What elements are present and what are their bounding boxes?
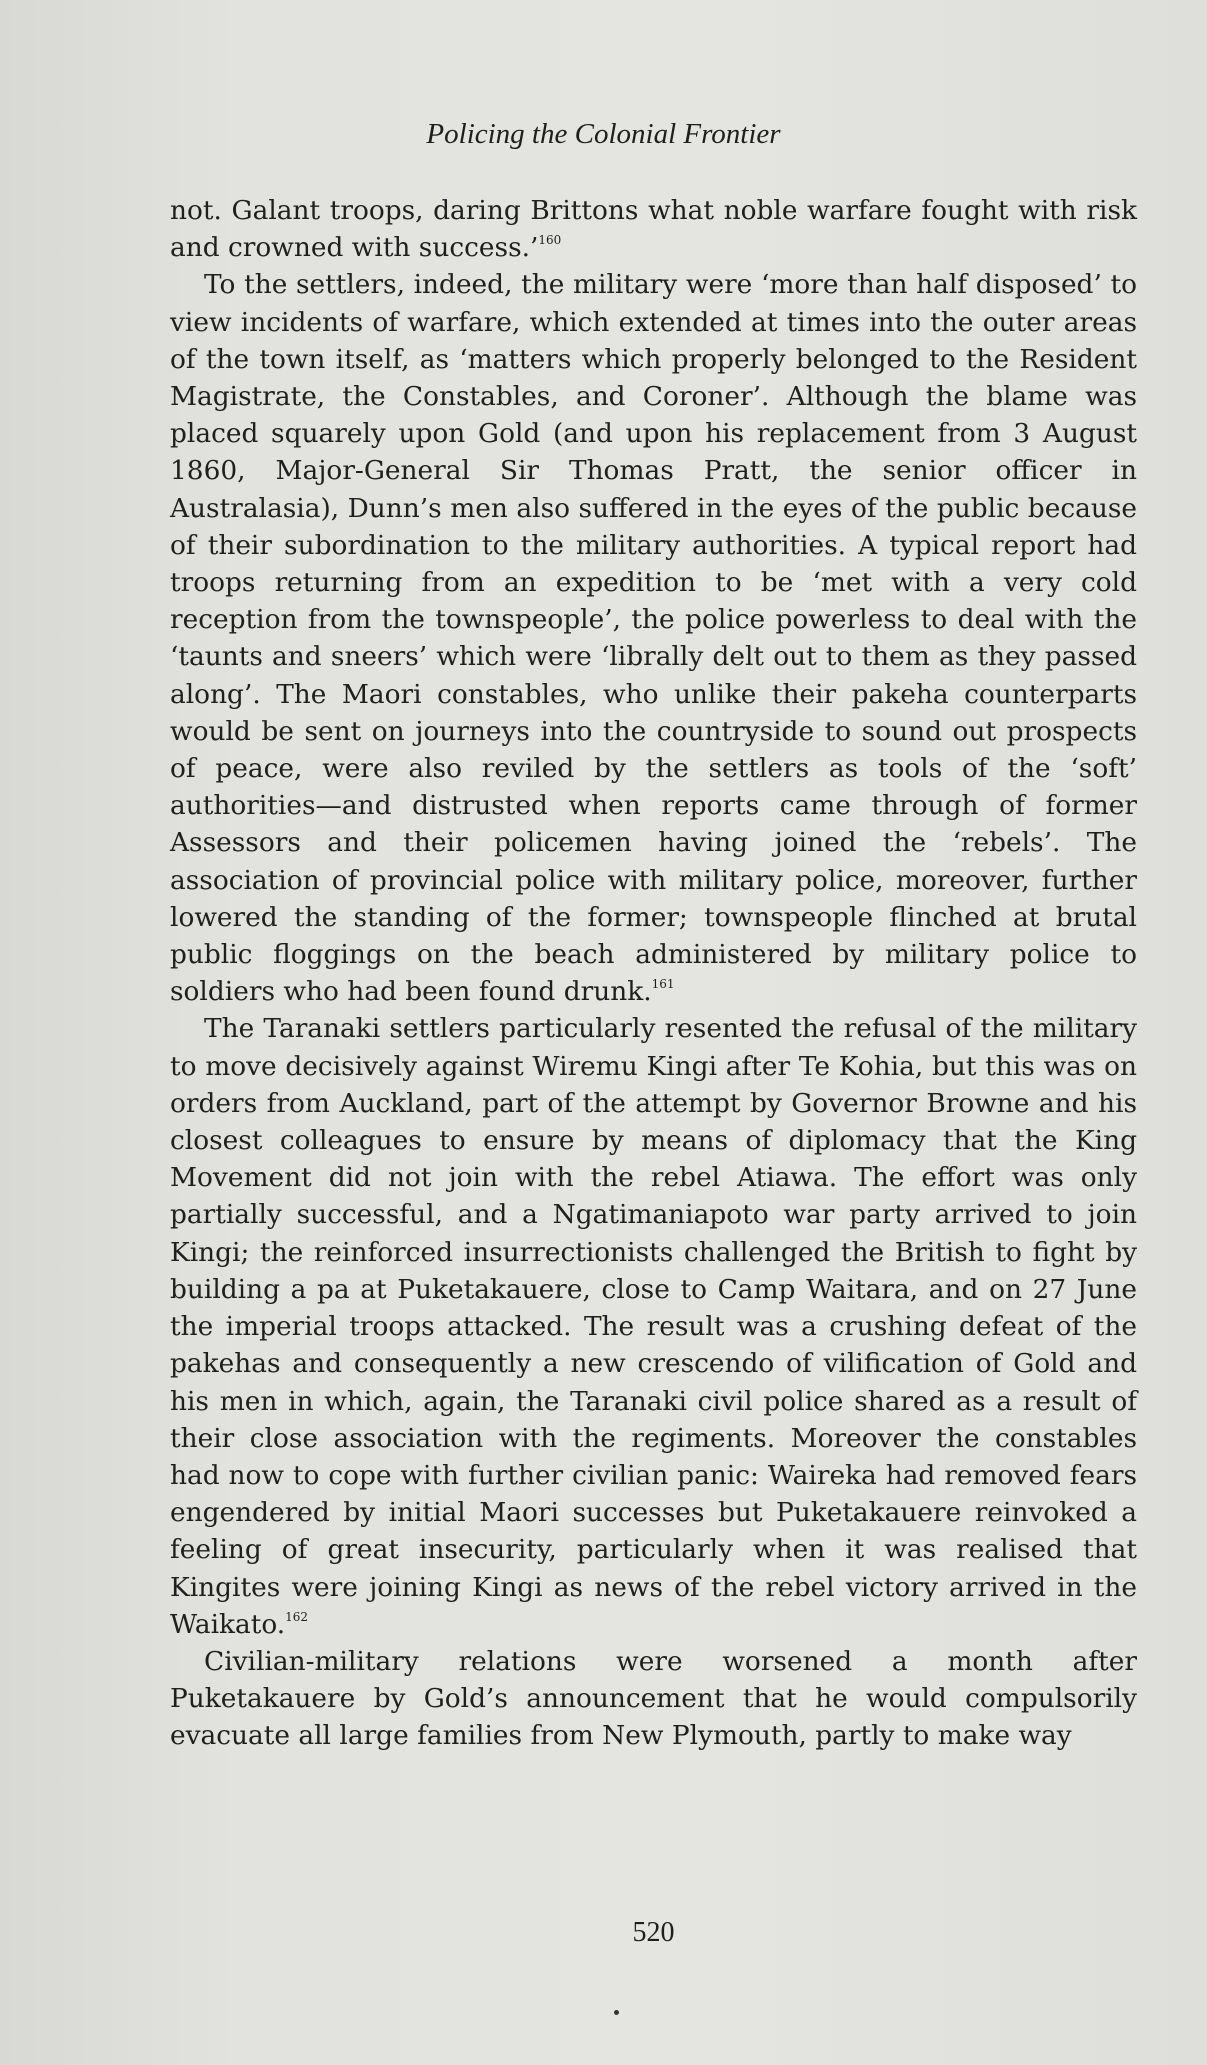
page-number: 520 [632,1917,675,1948]
footnote-ref: 162 [285,1609,309,1624]
paragraph [170,192,1137,266]
footnote-ref: 161 [651,977,675,992]
paragraph [170,1643,1137,1755]
footnote-ref: 160 [538,233,562,248]
paragraph-text: The Taranaki settlers particularly resented the refusal of the military to move decisively against Wiremu Kingi after Te Kohia, but this was on orders from Auckland, part of the attempt by Governor Browne and his closest colleagues to ensure by means of diplomacy that the King Movement did not join with the rebel Atiawa. The effort was only partially successful, and a Ngatimaniapoto war party arrived to join Kingi; the reinforced insurrectionists challenged the British to fight by building a pa at Puketakauere, close to Camp Waitara, and on 27 June the imperial troops attacked. The result was a crushing defeat of the pakehas and consequently a new crescendo of vilification of Gold and his men in which, again, the Taranaki civil police shared as a result of their close association with the regiments. Moreover the constables had now to cope with further civilian panic: Waireka had removed fears engendered by initial Maori successes but Puketakauere reinvoked a feeling of great insecurity, particularly when it was realised that Kingites were joining Kingi as news of the rebel victory arrived in the Waikato. [170,1013,1137,1640]
paragraph-text: To the settlers, indeed, the military were ‘more than half disposed’ to view incidents of warfare, which extended at times into the outer areas of the town itself, as ‘matters which properly belonged to the Resident Magistrate, the Constables, and Coroner’. Although the blame was placed squarely upon Gold (and upon his replacement from 3 August 1860, Major-General Sir Thomas Pratt, the senior officer in Australasia), Dunn’s men also suffered in the eyes of the public because of their subordination to the military authorities. A typical report had troops returning from an expedition to be ‘met with a very cold reception from the townspeople’, the police powerless to deal with the ‘taunts and sneers’ which were ‘librally delt out to them as they passed along’. The Maori constables, who unlike their pakeha counterparts would be sent on journeys into the countryside to sound out prospects of peace, were also reviled by the settlers as tools of the ‘soft’ authorities—and distrusted when reports came through of former Assessors and their policemen having joined the ‘rebels’. The association of provincial police with military police, moreover, further lowered the standing of the former; townspeople flinched at brutal public floggings on the beach administered by military police to soldiers who had been found drunk. [170,269,1137,1008]
running-head: Policing the Colonial Frontier [426,118,781,150]
paragraph-text: Civilian-military relations were worsened a month after Puketakauere by Gold’s announcement that he would compulsorily evacuate all large families from New Plymouth, partly to make way [170,1645,1137,1752]
body-text [170,192,1137,1755]
paragraph-text: not. Galant troops, daring Brittons what noble warfare fought with risk and crowned with success.’ [170,195,1137,264]
paragraph [170,266,1137,1010]
paragraph [170,1010,1137,1642]
print-speck [614,2010,619,2015]
